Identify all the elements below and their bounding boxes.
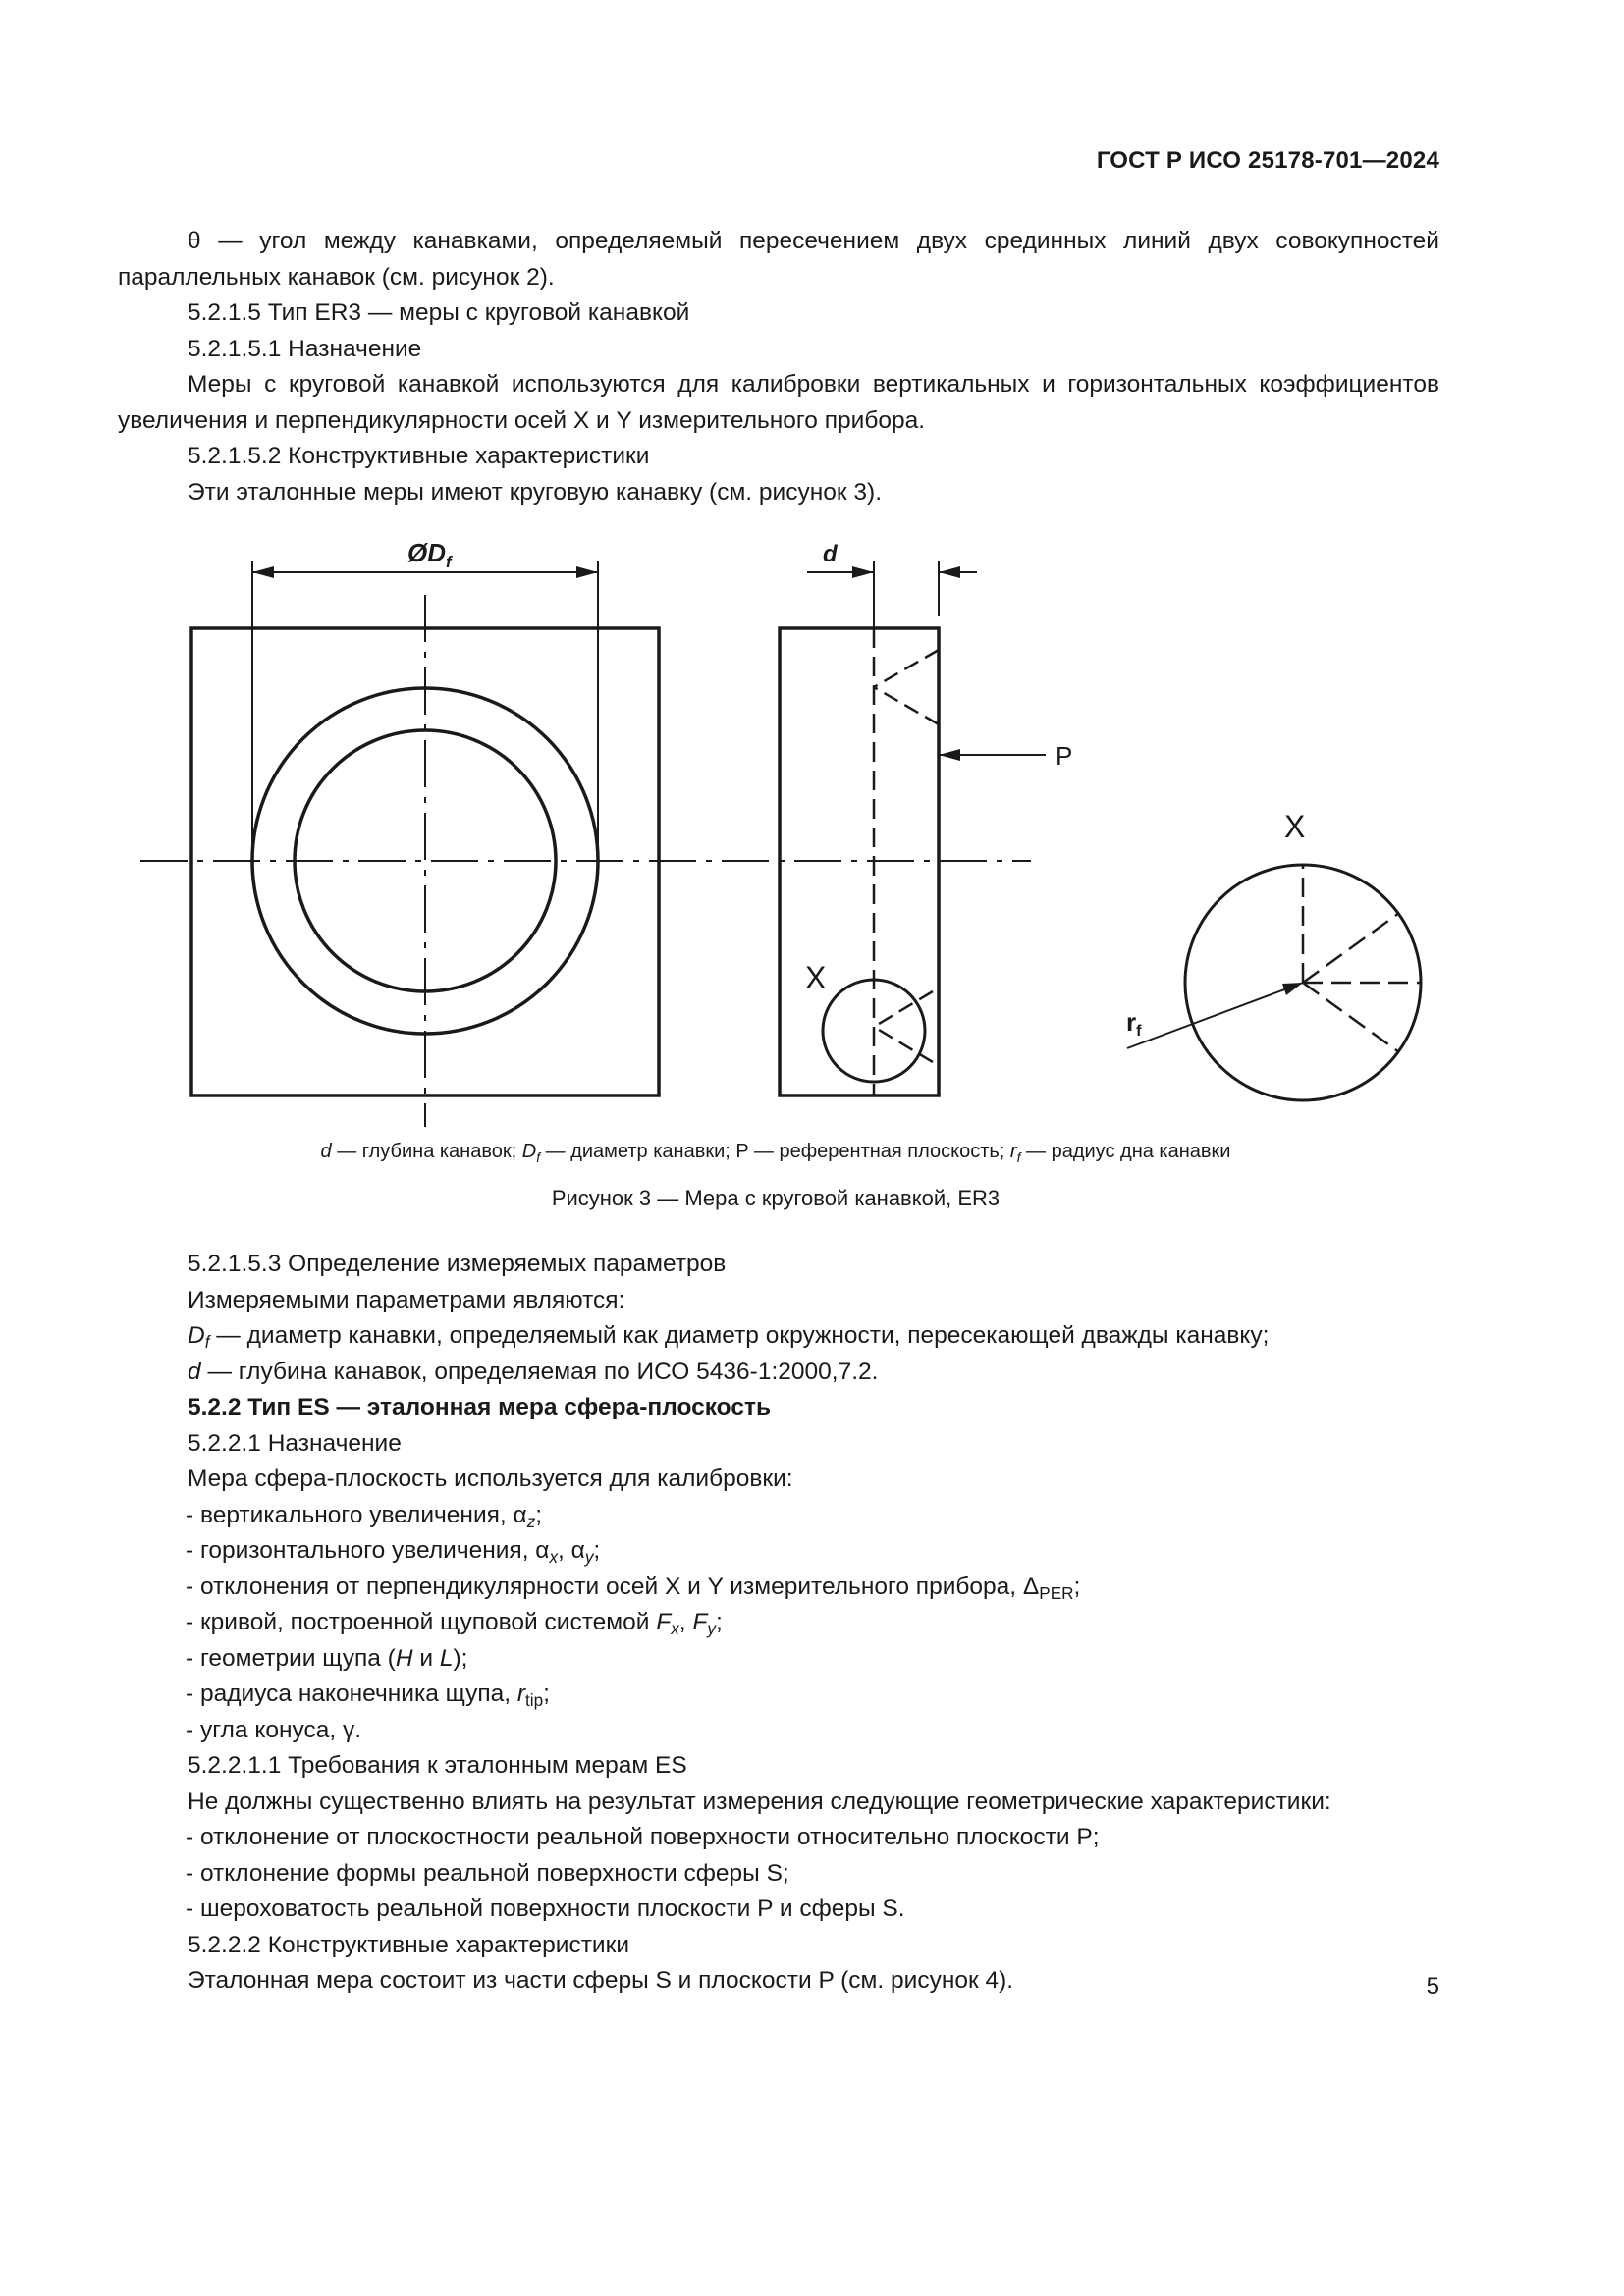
- rf-leader-line: [1127, 983, 1303, 1048]
- section-heading: 5.2.1.5.2 Конструктивные характеристики: [188, 443, 650, 469]
- section-heading: 5.2.1.5 Тип ER3 — меры с круговой канавкой: [188, 299, 690, 326]
- detail-groove-line-3: [1303, 983, 1399, 1052]
- section-heading: 5.2.2.2 Конструктивные характеристики: [188, 1931, 630, 1958]
- arrowhead: [1282, 983, 1303, 995]
- list-item: - отклонение формы реальной поверхности сферы S;: [186, 1859, 789, 1887]
- paragraph: Эталонная мера состоит из части сферы S и плоскости P (см. рисунок 4).: [188, 1967, 1014, 1994]
- list-item: - горизонтального увеличения, $\alpha_x$, $\alpha_y$;: [186, 1537, 601, 1567]
- label-reference-plane: P: [1056, 741, 1073, 771]
- document-header: ГОСТ Р ИСО 25178-701—2024: [1096, 147, 1439, 174]
- paragraph: Меры с круговой канавкой используются для калибровки вертикальных и горизонтальных коэффициентов увеличения и перпендикулярности осей X и Y измерительного прибора.: [118, 371, 1439, 434]
- list-item: - геометрии щупа (H и L);: [186, 1644, 468, 1672]
- list-item: - отклонение от плоскостности реальной поверхности относительно плоскости P;: [186, 1824, 1100, 1850]
- groove-profile-top-1: [874, 650, 939, 687]
- paragraph: Измеряемыми параметрами являются:: [188, 1286, 625, 1313]
- label-detail-x-right: X: [1284, 809, 1306, 844]
- figure-3-drawing: [0, 0, 1624, 1139]
- section-heading: 5.2.2.1.1 Требования к эталонным мерам ES: [188, 1752, 687, 1779]
- list-item: - угла конуса, γ.: [186, 1716, 362, 1743]
- list-item: - отклонения от перпендикулярности осей X и Y измерительного прибора, $\Delta_{PER}$;: [186, 1573, 1081, 1603]
- arrowhead: [939, 749, 960, 761]
- list-item: - вертикального увеличения, $\alpha_z$;: [186, 1501, 543, 1531]
- arrowhead: [252, 566, 274, 578]
- label-depth: d: [823, 541, 838, 567]
- section-heading: 5.2.1.5.1 Назначение: [188, 335, 422, 362]
- theta-definition: θ — угол между канавками, определяемый пересечением двух срединных линий двух совокупностей параллельных канавок (см. рисунок 2).: [118, 228, 1439, 291]
- list-item: - шероховатость реальной поверхности плоскости P и сферы S.: [186, 1896, 905, 1922]
- paragraph: Эти эталонные меры имеют круговую канавку (см. рисунок 3).: [188, 478, 882, 506]
- label-radius: rf: [1126, 1007, 1142, 1040]
- paragraph: Мера сфера-плоскость используется для калибровки:: [188, 1466, 793, 1492]
- section-heading: 5.2.1.5.3 Определение измеряемых параметров: [188, 1251, 727, 1277]
- section-heading: 5.2.2.1 Назначение: [188, 1429, 402, 1457]
- arrowhead: [852, 566, 874, 578]
- definition-df: $D_f$ — диаметр канавки, определяемый как диаметр окружности, пересекающей дважды канавку;: [188, 1322, 1270, 1352]
- text-block-bottom: [118, 1247, 1439, 2000]
- page-number: 5: [1426, 1973, 1439, 2000]
- theta-symbol: θ: [188, 228, 201, 254]
- arrowhead: [939, 566, 960, 578]
- figure-caption: Рисунок 3 — Мера с круговой канавкой, ER3: [551, 1186, 1001, 1210]
- label-diameter: $ØD_f$: [407, 538, 452, 571]
- list-item: - радиуса наконечника щупа, $r_{tip}$;: [186, 1681, 550, 1710]
- label-detail-x-left: X: [805, 960, 827, 995]
- figure-legend: d — глубина канавок; $D_f$ — диаметр канавки; P — референтная плоскость; $r_f$ — радиус дна канавки: [320, 1141, 1231, 1165]
- detail-groove-line-1: [1303, 913, 1399, 983]
- section-heading-bold: 5.2.2 Тип ES — эталонная мера сфера-плоскость: [188, 1394, 772, 1420]
- definition-d: d — глубина канавок, определяемая по ИСО 5436-1:2000,7.2.: [188, 1358, 879, 1385]
- arrowhead: [576, 566, 598, 578]
- groove-profile-top-2: [874, 687, 939, 724]
- list-item: - кривой, построенной щуповой системой $F_x$, $F_y$;: [186, 1609, 723, 1638]
- paragraph: Не должны существенно влиять на результат измерения следующие геометрические характеристики:: [188, 1788, 1331, 1815]
